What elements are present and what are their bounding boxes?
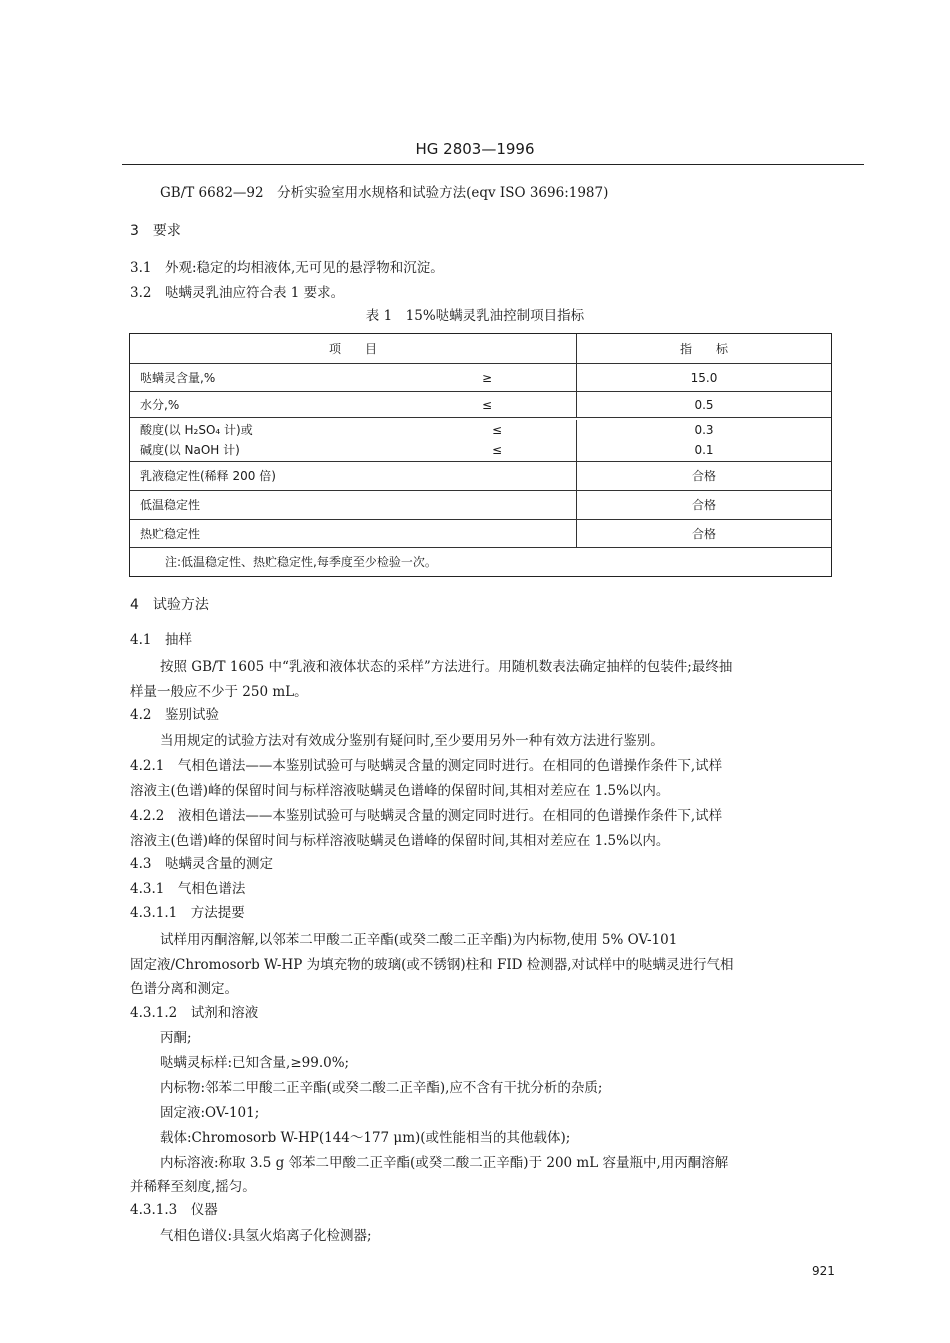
- clause-4-2-title: 4.2 鉴别试验: [130, 707, 219, 723]
- method-summary-line1: 试样用丙酮溶解,以邻苯二甲酸二正辛酯(或癸二酸二正辛酯)为内标物,使用 5% OV-101: [160, 932, 678, 948]
- table-row: [130, 392, 831, 418]
- row-item: 酸度(以 H₂SO₄ 计)或: [140, 423, 253, 437]
- header-index: 指 标: [679, 342, 728, 356]
- clause-4-3-1-3-title: 4.3.1.3 仪器: [130, 1202, 218, 1218]
- header-item: 项 目: [130, 334, 577, 363]
- page-header: HG 2803—1996: [415, 140, 535, 158]
- reagent-item: 丙酮;: [160, 1030, 192, 1046]
- clause-3-1: 3.1 外观:稳定的均相液体,无可见的悬浮物和沉淀。: [130, 260, 444, 276]
- method-summary-line2: 固定液/Chromosorb W-HP 为填充物的玻璃(或不锈钢)柱和 FID 检测器,对试样中的哒螨灵进行气相: [130, 957, 734, 973]
- row-value: 合格: [691, 527, 716, 541]
- row-value: 合格: [691, 498, 716, 512]
- reagent-item: 内标物:邻苯二甲酸二正辛酯(或癸二酸二正辛酯),应不含有干扰分析的杂质;: [160, 1080, 603, 1096]
- row-item: 碱度(以 NaOH 计): [140, 443, 240, 457]
- clause-4-3-1-1-title: 4.3.1.1 方法提要: [130, 905, 245, 921]
- row-item: 热贮稳定性: [140, 527, 201, 541]
- clause-3-2: 3.2 哒螨灵乳油应符合表 1 要求。: [130, 285, 345, 301]
- page-number: 921: [812, 1264, 835, 1278]
- row-item: 乳液稳定性(稀释 200 倍): [140, 469, 276, 483]
- row-item: 水分,%: [140, 398, 180, 412]
- normative-reference: GB/T 6682—92 分析实验室用水规格和试验方法(eqv ISO 3696:1987): [160, 185, 609, 201]
- spec-table: [129, 333, 832, 577]
- table-caption: 表 1 15%哒螨灵乳油控制项目指标: [365, 308, 585, 324]
- clause-4-3-title: 4.3 哒螨灵含量的测定: [130, 856, 273, 872]
- clause-4-1-text-cont: 样量一般应不少于 250 mL。: [130, 684, 308, 700]
- clause-4-2-text: 当用规定的试验方法对有效成分鉴别有疑问时,至少要用另外一种有效方法进行鉴别。: [160, 733, 664, 749]
- row-operator: ≤: [492, 423, 503, 437]
- row-operator: ≤: [492, 443, 503, 457]
- table-row: [130, 418, 831, 462]
- reagent-item: 哒螨灵标样:已知含量,≥99.0%;: [160, 1055, 350, 1071]
- row-value: 15.0: [690, 371, 718, 385]
- internal-standard-solution-cont: 并稀释至刻度,摇匀。: [130, 1179, 256, 1195]
- row-value: 合格: [691, 469, 716, 483]
- clause-4-2-1: 4.2.1 气相色谱法——本鉴别试验可与哒螨灵含量的测定同时进行。在相同的色谱操作条件下,试样: [130, 758, 723, 774]
- method-summary-line3: 色谱分离和测定。: [130, 981, 238, 997]
- clause-4-3-1-2-title: 4.3.1.2 试剂和溶液: [130, 1005, 259, 1021]
- table-row: [130, 462, 831, 491]
- row-operator: ≥: [482, 371, 493, 385]
- table-row: [130, 520, 831, 548]
- reagent-item: 载体:Chromosorb W-HP(144～177 μm)(或性能相当的其他载体);: [160, 1130, 571, 1146]
- row-item: 哒螨灵含量,%: [140, 371, 216, 385]
- clause-4-3-1-title: 4.3.1 气相色谱法: [130, 881, 246, 897]
- section-4-title: 4 试验方法: [130, 597, 209, 613]
- row-value: 0.3: [694, 423, 714, 437]
- table-note: 注:低温稳定性、热贮稳定性,每季度至少检验一次。: [165, 555, 437, 569]
- table-row: [130, 364, 831, 392]
- row-value: 0.1: [694, 443, 714, 457]
- reagent-item: 固定液:OV-101;: [160, 1105, 260, 1121]
- clause-4-1-title: 4.1 抽样: [130, 632, 192, 648]
- section-3-title: 3 要求: [130, 223, 181, 239]
- table-row: [130, 491, 831, 520]
- clause-4-1-text: 按照 GB/T 1605 中“乳液和液体状态的采样”方法进行。用随机数表法确定抽样的包装件;最终抽: [160, 659, 733, 675]
- clause-4-2-2-cont: 溶液主(色谱)峰的保留时间与标样溶液哒螨灵色谱峰的保留时间,其相对差应在 1.5%以内。: [130, 833, 670, 849]
- clause-4-2-1-cont: 溶液主(色谱)峰的保留时间与标样溶液哒螨灵色谱峰的保留时间,其相对差应在 1.5%以内。: [130, 783, 670, 799]
- table-note-row: [130, 548, 831, 576]
- row-operator: ≤: [482, 398, 493, 412]
- instrument-item: 气相色谱仪:具氢火焰离子化检测器;: [160, 1228, 372, 1244]
- header-rule: [122, 164, 864, 165]
- row-item: 低温稳定性: [140, 498, 201, 512]
- internal-standard-solution: 内标溶液:称取 3.5 g 邻苯二甲酸二正辛酯(或癸二酸二正辛酯)于 200 mL 容量瓶中,用丙酮溶解: [160, 1155, 729, 1171]
- table-header-row: [130, 334, 831, 364]
- row-value: 0.5: [694, 398, 714, 412]
- clause-4-2-2: 4.2.2 液相色谱法——本鉴别试验可与哒螨灵含量的测定同时进行。在相同的色谱操作条件下,试样: [130, 808, 723, 824]
